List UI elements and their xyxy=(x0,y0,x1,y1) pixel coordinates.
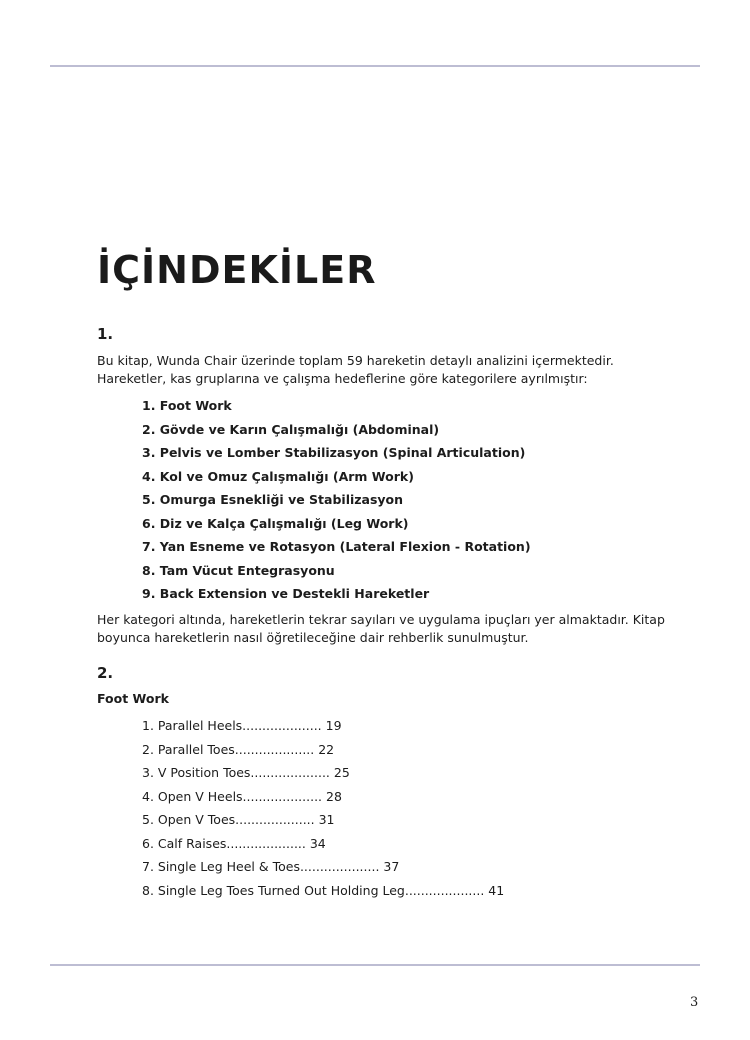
category-item: 3. Pelvis ve Lomber Stabilizasyon (Spinal Articulation) xyxy=(142,445,526,460)
category-item: 1. Foot Work xyxy=(142,398,232,413)
toc-entry[interactable]: 5. Open V Toes.................... 31 xyxy=(142,812,335,827)
page-number: 3 xyxy=(690,995,699,1010)
section-1-intro: Bu kitap, Wunda Chair üzerinde toplam 59 hareketin detaylı analizini içermektedir. Hareketler, kas gruplarına ve çalışma hedeflerine göre kategorilere ayrılmıştır: xyxy=(97,353,614,386)
category-item: 6. Diz ve Kalça Çalışmalığı (Leg Work) xyxy=(142,515,409,531)
toc-entry[interactable]: 2. Parallel Toes.................... 22 xyxy=(142,741,335,757)
category-list xyxy=(142,398,531,610)
category-item: 8. Tam Vücut Entegrasyonu xyxy=(142,562,335,578)
toc-entry[interactable]: 7. Single Leg Heel & Toes.................... 37 xyxy=(142,859,400,874)
footer-rule xyxy=(50,964,700,966)
toc-entry[interactable]: 6. Calf Raises.................... 34 xyxy=(142,835,326,851)
header-rule xyxy=(50,65,700,67)
section-1-number: 1. xyxy=(97,325,114,343)
toc-entry[interactable]: 8. Single Leg Toes Turned Out Holding Leg.................... 41 xyxy=(142,882,505,898)
foot-work-toc xyxy=(142,718,504,906)
category-item: 7. Yan Esneme ve Rotasyon (Lateral Flexion - Rotation) xyxy=(142,539,531,554)
category-item: 2. Gövde ve Karın Çalışmalığı (Abdominal) xyxy=(142,421,440,437)
toc-entry[interactable]: 3. V Position Toes.................... 25 xyxy=(142,765,350,780)
section-1-outro: Her kategori altında, hareketlerin tekrar sayıları ve uygulama ipuçları yer almaktadır. Kitap boyunca hareketlerin nasıl öğretileceğine dair rehberlik sunulmuştur. xyxy=(97,612,665,645)
category-item: 5. Omurga Esnekliği ve Stabilizasyon xyxy=(142,492,404,507)
section-2-number: 2. xyxy=(97,664,114,682)
toc-entry[interactable]: 4. Open V Heels.................... 28 xyxy=(142,788,342,804)
category-item: 9. Back Extension ve Destekli Hareketler xyxy=(142,586,430,601)
toc-entry[interactable]: 1. Parallel Heels.................... 19 xyxy=(142,718,342,733)
page-title: İÇİNDEKİLER xyxy=(97,248,377,292)
category-item: 4. Kol ve Omuz Çalışmalığı (Arm Work) xyxy=(142,468,414,484)
section-2-subtitle: Foot Work xyxy=(97,691,169,706)
